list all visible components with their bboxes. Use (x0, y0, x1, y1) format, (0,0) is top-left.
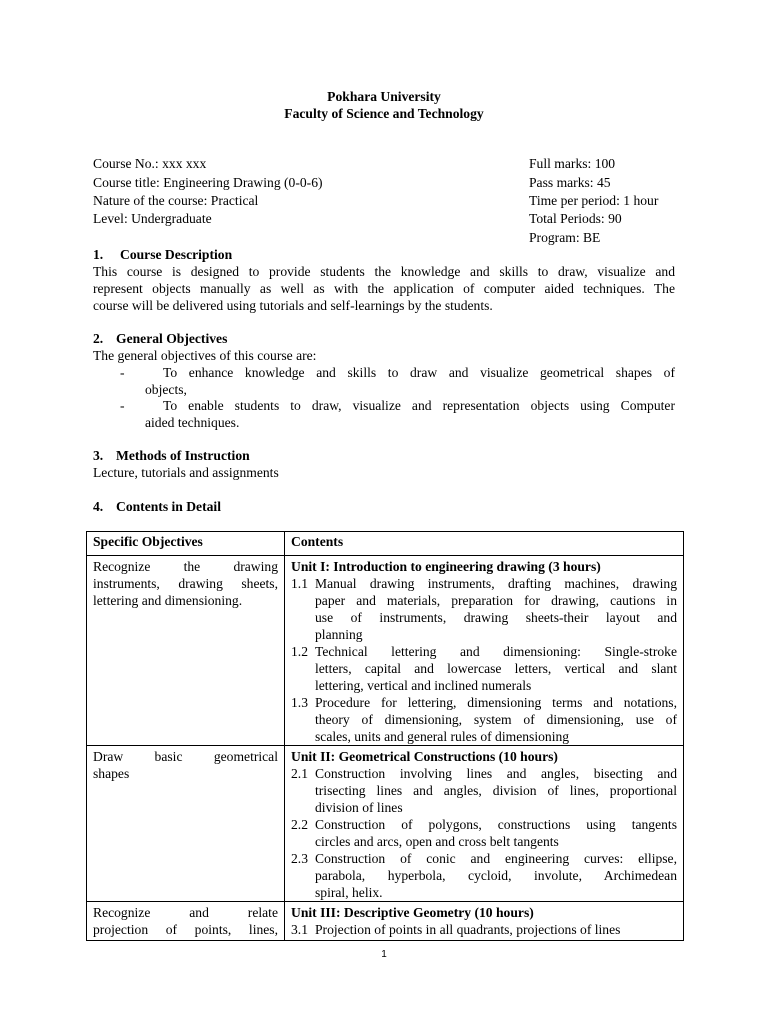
unit-title: Unit III: Descriptive Geometry (10 hours) (291, 905, 534, 920)
course-nature: Nature of the course: Practical (93, 193, 259, 208)
section-title: Methods of Instruction (116, 448, 250, 463)
objective-cell (87, 556, 284, 609)
bullet-text (145, 397, 675, 431)
table-header-row (87, 532, 684, 556)
item-number: 2.2 (291, 817, 308, 832)
objective-line: instruments, drawing sheets, (93, 576, 278, 591)
program: Program: BE (529, 230, 601, 245)
item-line: Technical lettering and dimensioning: Single-stroke (315, 644, 677, 659)
bullet-text (145, 364, 675, 398)
content-item (291, 850, 677, 901)
course-description-paragraph (93, 263, 675, 314)
item-line: Projection of points in all quadrants, projections of lines (315, 922, 621, 937)
item-line: division of lines (315, 800, 403, 815)
faculty-title: Faculty of Science and Technology (284, 106, 484, 121)
table-row (87, 902, 684, 941)
item-line: letters, capital and lowercase letters, vertical and slant (315, 661, 677, 676)
course-number: Course No.: xxx xxx (93, 156, 207, 171)
content-item (291, 575, 677, 643)
section-number: 1. (93, 247, 104, 262)
bullet-line: To enhance knowledge and skills to draw and visualize geometrical shapes of (163, 365, 675, 380)
bullet-line: objects, (145, 382, 187, 397)
header-contents: Contents (291, 534, 344, 549)
item-line: Procedure for lettering, dimensioning terms and notations, (315, 695, 677, 710)
item-line: trisecting lines and angles, division of lines, proportional (315, 783, 677, 798)
item-line: use of instruments, drawing sheets-their layout and (315, 610, 677, 625)
item-line: planning (315, 627, 363, 642)
full-marks: Full marks: 100 (529, 156, 616, 171)
pass-marks: Pass marks: 45 (529, 175, 611, 190)
section-title: Contents in Detail (116, 499, 221, 514)
bullet-dash: - (120, 365, 125, 380)
bullet-line: aided techniques. (145, 415, 240, 430)
objective-line: shapes (93, 766, 130, 781)
objective-line: Recognize and relate (93, 905, 278, 920)
section-heading-contents (93, 498, 221, 515)
contents-cell (285, 556, 683, 745)
methods-text: Lecture, tutorials and assignments (93, 465, 279, 480)
page-number: 1 (381, 949, 387, 960)
item-line: circles and arcs, open and cross belt tangents (315, 834, 559, 849)
section-number: 3. (93, 448, 104, 463)
paragraph-line: course will be delivered using tutorials and self-learnings by the students. (93, 298, 493, 313)
item-line: parabola, hyperbola, cycloid, involute, Archimedean (315, 868, 677, 883)
objective-line: Recognize the drawing (93, 559, 278, 574)
item-number: 2.1 (291, 766, 308, 781)
bullet-dash: - (120, 398, 125, 413)
item-line: Construction involving lines and angles, bisecting and (315, 766, 677, 781)
section-heading-methods (93, 447, 250, 464)
item-line: scales, units and general rules of dimensioning (315, 729, 570, 744)
item-number: 1.3 (291, 695, 308, 710)
total-periods: Total Periods: 90 (529, 211, 622, 226)
section-title: General Objectives (116, 331, 228, 346)
university-title: Pokhara University (327, 89, 441, 104)
content-item (291, 765, 677, 816)
content-item (291, 694, 677, 745)
contents-cell (285, 746, 683, 901)
content-item (291, 921, 677, 938)
unit-title: Unit I: Introduction to engineering drawing (3 hours) (291, 559, 601, 574)
item-line: Manual drawing instruments, drafting machines, drawing (315, 576, 677, 591)
objective-cell (87, 902, 284, 940)
time-per-period: Time per period: 1 hour (529, 193, 659, 208)
contents-table (86, 531, 684, 941)
course-title: Course title: Engineering Drawing (0-0-6) (93, 175, 323, 190)
item-line: paper and materials, preparation for drawing, cautions in (315, 593, 677, 608)
item-line: Construction of polygons, constructions using tangents (315, 817, 677, 832)
bullet-line: To enable students to draw, visualize and representation objects using Computer (163, 398, 675, 413)
item-number: 3.1 (291, 922, 308, 937)
item-number: 1.1 (291, 576, 308, 591)
objective-line: Draw basic geometrical (93, 749, 278, 764)
item-line: Construction of conic and engineering curves: ellipse, (315, 851, 677, 866)
item-line: lettering, vertical and inclined numerals (315, 678, 532, 693)
section-heading-course-description (93, 246, 232, 263)
objective-line: lettering and dimensioning. (93, 593, 243, 608)
unit-title: Unit II: Geometrical Constructions (10 hours) (291, 749, 558, 764)
table-row (87, 746, 684, 902)
content-item (291, 816, 677, 850)
contents-cell (285, 902, 683, 940)
table-row (87, 556, 684, 746)
paragraph-line: represent objects manually as well as with the application of computer aided techniques. The (93, 281, 675, 296)
item-number: 1.2 (291, 644, 308, 659)
section-number: 2. (93, 331, 104, 346)
objectives-intro: The general objectives of this course are: (93, 348, 317, 363)
section-number: 4. (93, 499, 104, 514)
course-level: Level: Undergraduate (93, 211, 212, 226)
item-line: spiral, helix. (315, 885, 383, 900)
objective-cell (87, 746, 284, 782)
section-heading-general-objectives (93, 330, 227, 347)
header-specific-objectives: Specific Objectives (93, 534, 203, 549)
item-line: theory of dimensioning, system of dimensioning, use of (315, 712, 677, 727)
paragraph-line: This course is designed to provide students the knowledge and skills to draw, visualize and (93, 264, 675, 279)
content-item (291, 643, 677, 694)
section-title: Course Description (120, 247, 233, 262)
item-number: 2.3 (291, 851, 308, 866)
objective-line: projection of points, lines, (93, 922, 278, 937)
